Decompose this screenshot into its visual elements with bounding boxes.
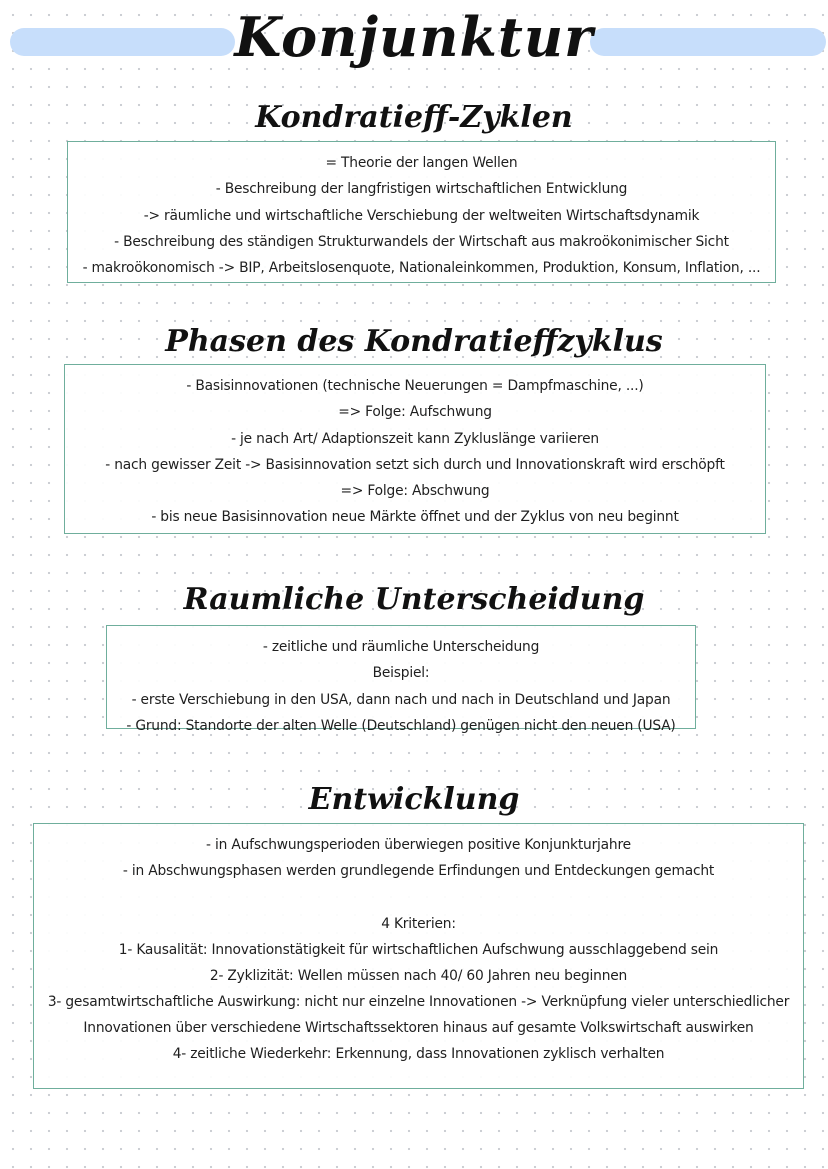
text-line: Beispiel:	[372, 665, 430, 682]
section-box-entwicklung	[33, 823, 804, 1089]
text-line: - Grund: Standorte der alten Welle (Deutschland) genügen nicht den neuen (USA)	[126, 717, 676, 734]
text-line: - erste Verschiebung in den USA, dann nach und nach in Deutschland und Japan	[131, 691, 671, 708]
spacer	[34, 885, 803, 911]
text-line: - makroökonomisch -> BIP, Arbeitslosenquote, Nationaleinkommen, Produktion, Konsum, Inflation, ...	[82, 260, 761, 277]
text-line: 4- zeitliche Wiederkehr: Erkennung, dass Innovationen zyklisch verhalten	[172, 1046, 665, 1063]
text-line: 3- gesamtwirtschaftliche Auswirkung: nicht nur einzelne Innovationen -> Verknüpfung vieler unterschiedlicher Innovationen über verschiedene Wirtschaftssektoren hinaus auf gesamte Volkswirtschaft auswirken	[47, 994, 790, 1037]
text-line: - Beschreibung des ständigen Strukturwandels der Wirtschaft aus makroökonimischer Sicht	[114, 233, 729, 250]
text-line: - nach gewisser Zeit -> Basisinnovation setzt sich durch und Innovationskraft wird erschöpft	[105, 456, 725, 473]
page-title: Konjunktur	[234, 5, 594, 69]
text-line: -> räumliche und wirtschaftliche Verschiebung der weltweiten Wirtschaftsdynamik	[143, 207, 700, 224]
text-line: - in Abschwungsphasen werden grundlegende Erfindungen und Entdeckungen gemacht	[122, 863, 715, 880]
text-line: - in Aufschwungsperioden überwiegen positive Konjunkturjahre	[206, 837, 631, 853]
text-line: - bis neue Basisinnovation neue Märkte öffnet und der Zyklus von neu beginnt	[151, 509, 679, 526]
text-line: 4 Kriterien:	[381, 915, 456, 932]
section-box-raumliche-unterscheidung	[106, 625, 696, 734]
text-line: - Basisinnovationen (technische Neuerungen = Dampfmaschine, ...)	[186, 378, 644, 394]
text-line: => Folge: Aufschwung	[338, 404, 492, 421]
section-heading-entwicklung: Entwicklung	[308, 782, 520, 817]
text-line: - zeitliche und räumliche Unterscheidung	[262, 639, 540, 655]
section-box-phasen	[64, 364, 766, 534]
text-line: = Theorie der langen Wellen	[325, 155, 518, 171]
text-line: - Beschreibung der langfristigen wirtschaftlichen Entwicklung	[215, 181, 628, 198]
section-box-kondratieff-zyklen	[67, 141, 776, 283]
section-heading-phasen: Phasen des Kondratieffzyklus	[165, 324, 663, 359]
text-line: => Folge: Abschwung	[340, 483, 490, 500]
section-heading-raumliche-unterscheidung: Raumliche Unterscheidung	[183, 582, 645, 617]
text-line: 2- Zyklizität: Wellen müssen nach 40/ 60 Jahren neu beginnen	[209, 968, 628, 985]
text-line: - je nach Art/ Adaptionszeit kann Zykluslänge variieren	[231, 430, 599, 447]
text-line: 1- Kausalität: Innovationstätigkeit für wirtschaftlichen Aufschwung ausschlaggebend sein	[118, 941, 719, 958]
section-heading-kondratieff-zyklen: Kondratieff-Zyklen	[255, 100, 573, 135]
